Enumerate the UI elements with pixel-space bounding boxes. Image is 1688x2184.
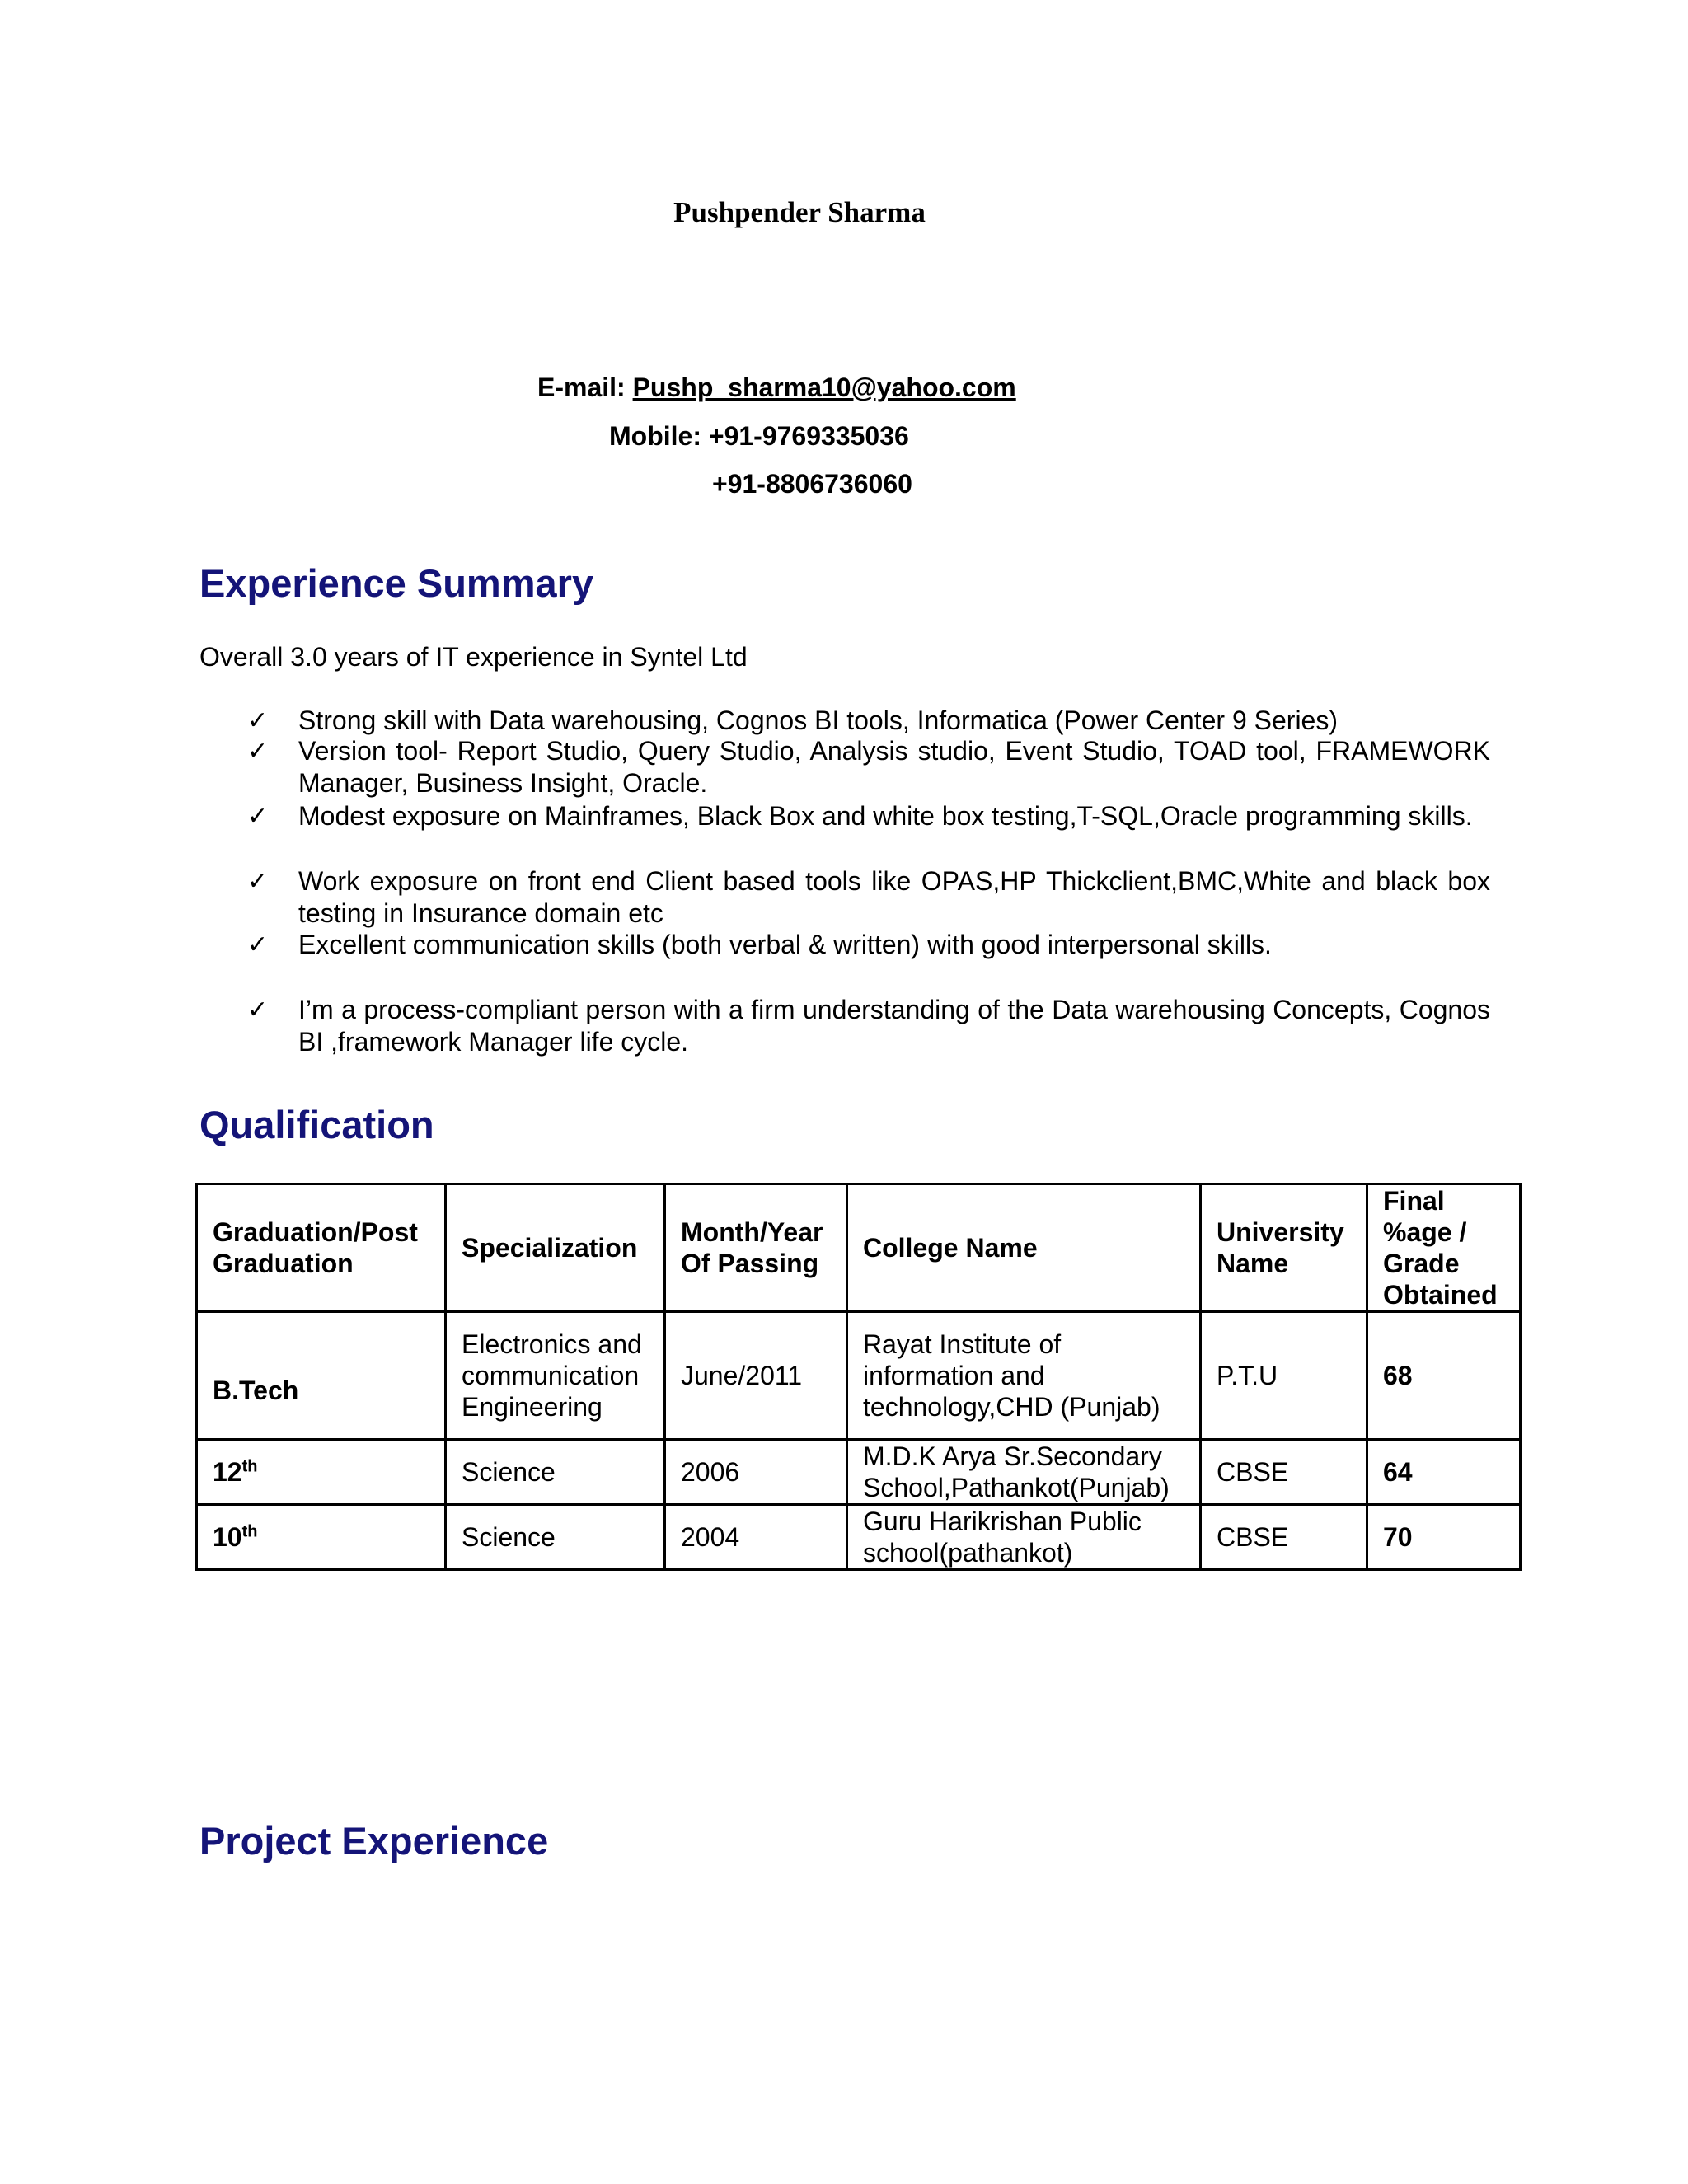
project-experience-heading: Project Experience bbox=[199, 1819, 549, 1863]
experience-summary-heading: Experience Summary bbox=[199, 561, 594, 605]
list-item-text: Strong skill with Data warehousing, Cognos BI tools, Informatica (Power Center 9 Series) bbox=[298, 705, 1338, 735]
degree-cell bbox=[197, 1505, 446, 1570]
college-cell: Guru Harikrishan Public school(pathankot) bbox=[847, 1505, 1201, 1570]
column-header: University Name bbox=[1201, 1184, 1367, 1312]
specialization-cell: Science bbox=[446, 1505, 665, 1570]
grade-cell: 70 bbox=[1367, 1505, 1521, 1570]
specialization-cell: Science bbox=[446, 1440, 665, 1505]
check-icon: ✓ bbox=[247, 802, 269, 831]
grade-cell: 64 bbox=[1367, 1440, 1521, 1505]
check-icon: ✓ bbox=[247, 737, 269, 766]
mobile-line bbox=[609, 421, 909, 452]
specialization-cell: Electronics and communication Engineering bbox=[446, 1312, 665, 1440]
mobile-label: Mobile: bbox=[609, 421, 709, 451]
column-header: Graduation/Post Graduation bbox=[197, 1184, 446, 1312]
university-cell: CBSE bbox=[1201, 1505, 1367, 1570]
college-cell: M.D.K Arya Sr.Secondary School,Pathankot(Punjab) bbox=[847, 1440, 1201, 1505]
passing-cell: 2004 bbox=[665, 1505, 847, 1570]
degree-text: 10 bbox=[213, 1522, 242, 1552]
table-row bbox=[197, 1312, 1521, 1440]
college-cell: Rayat Institute of information and technology,CHD (Punjab) bbox=[847, 1312, 1201, 1440]
list-item-text: Version tool- Report Studio, Query Studio, Analysis studio, Event Studio, TOAD tool, FRAMEWORK Manager, Business Insight, Oracle. bbox=[298, 736, 1490, 798]
mobile-number-primary: +91-9769335036 bbox=[708, 421, 909, 451]
overall-experience-text: Overall 3.0 years of IT experience in Syntel Ltd bbox=[199, 642, 748, 672]
column-header: College Name bbox=[847, 1184, 1201, 1312]
grade-cell: 68 bbox=[1367, 1312, 1521, 1440]
table-header-row bbox=[197, 1184, 1521, 1312]
university-cell: CBSE bbox=[1201, 1440, 1367, 1505]
check-icon: ✓ bbox=[247, 930, 269, 959]
degree-text: 12 bbox=[213, 1457, 242, 1487]
check-icon: ✓ bbox=[247, 706, 269, 735]
column-header: Month/Year Of Passing bbox=[665, 1184, 847, 1312]
email-link[interactable]: Pushp_sharma10@yahoo.com bbox=[632, 373, 1016, 402]
qualification-heading: Qualification bbox=[199, 1103, 434, 1146]
column-header: Final %age / Grade Obtained bbox=[1367, 1184, 1521, 1312]
degree-cell bbox=[197, 1312, 446, 1440]
degree-superscript: th bbox=[241, 1457, 258, 1476]
check-icon: ✓ bbox=[247, 996, 269, 1024]
degree-superscript: th bbox=[241, 1522, 258, 1541]
list-item-text: Excellent communication skills (both verbal & written) with good interpersonal skills. bbox=[298, 930, 1272, 959]
list-item-text: I’m a process-compliant person with a firm understanding of the Data warehousing Concepts, Cognos BI ,framework Manager life cycle. bbox=[298, 995, 1490, 1057]
passing-cell: June/2011 bbox=[665, 1312, 847, 1440]
degree-cell bbox=[197, 1440, 446, 1505]
table-row bbox=[197, 1440, 1521, 1505]
passing-cell: 2006 bbox=[665, 1440, 847, 1505]
list-item-text: Modest exposure on Mainframes, Black Box and white box testing,T-SQL,Oracle programming skills. bbox=[298, 801, 1473, 831]
list-item-text: Work exposure on front end Client based tools like OPAS,HP Thickclient,BMC,White and black box testing in Insurance domain etc bbox=[298, 866, 1490, 928]
email-line bbox=[537, 373, 1016, 403]
check-icon: ✓ bbox=[247, 867, 269, 896]
column-header: Specialization bbox=[446, 1184, 665, 1312]
table-row bbox=[197, 1505, 1521, 1570]
qualification-table bbox=[195, 1183, 1522, 1571]
email-label: E-mail: bbox=[537, 373, 633, 402]
mobile-number-secondary: +91-8806736060 bbox=[712, 469, 912, 499]
university-cell: P.T.U bbox=[1201, 1312, 1367, 1440]
degree-text: B.Tech bbox=[213, 1376, 299, 1405]
candidate-name: Pushpender Sharma bbox=[673, 196, 926, 228]
